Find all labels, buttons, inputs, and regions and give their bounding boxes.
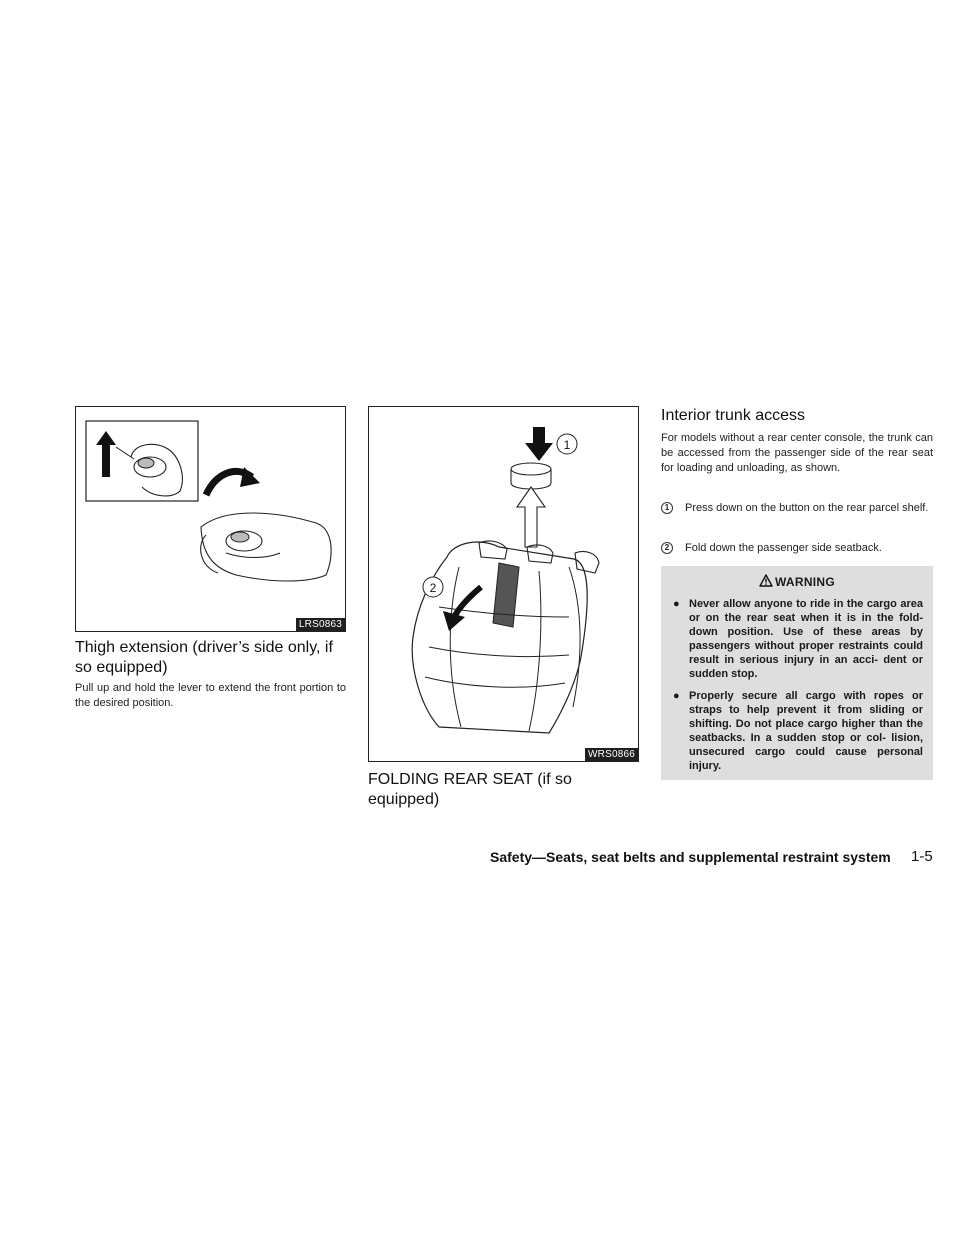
folding-rear-seat-heading: FOLDING REAR SEAT (if so equipped)	[368, 771, 572, 808]
figure-code: LRS0863	[296, 618, 345, 631]
interior-trunk-heading: Interior trunk access	[661, 407, 806, 424]
up-arrow-outline-icon	[517, 487, 545, 547]
warning-triangle-icon	[759, 574, 773, 587]
fold-arrow-icon	[443, 611, 465, 631]
step-text: Press down on the button on the rear parcel shelf.	[685, 502, 929, 514]
warning-title	[661, 574, 933, 589]
down-arrow-icon	[525, 427, 553, 461]
folding-rear-seat-figure	[368, 406, 639, 762]
warning-box	[661, 566, 933, 780]
warning-item-text: Never allow anyone to ride in the cargo area or on the rear seat when it is in the fold-down position. Use of these areas by passengers without proper restraints could result in serious injury in an acci- dent or sudden stop.	[689, 598, 923, 680]
step-number: 2	[661, 542, 673, 554]
rear-seat-illustration	[369, 407, 638, 761]
step-text: Fold down the passenger side seatback.	[685, 542, 882, 554]
thigh-extension-illustration	[76, 407, 345, 631]
thigh-extension-figure	[75, 406, 346, 632]
thigh-extension-heading: Thigh extension (driver’s side only, if so equipped)	[75, 639, 333, 676]
callout-1: 1	[563, 438, 571, 452]
interior-trunk-body: For models without a rear center console, the trunk can be accessed from the passenger side of the rear seat for loading and unloading, as shown.	[661, 432, 933, 474]
step-2	[661, 541, 933, 556]
warning-item	[673, 689, 923, 773]
footer-page-number: 1-5	[911, 848, 933, 865]
footer-section-title: Safety—Seats, seat belts and supplemental restraint system	[490, 849, 891, 865]
warning-item-text: Properly secure all cargo with ropes or straps to help prevent it from sliding or shifting. Do not place cargo higher than the seatbacks. In a sudden stop or col- lision, unsecured cargo could cause personal injury.	[689, 690, 923, 772]
warning-title-text: WARNING	[774, 575, 836, 589]
step-1	[661, 501, 933, 516]
thigh-extension-body: Pull up and hold the lever to extend the front portion to the desired position.	[75, 682, 346, 709]
figure-code: WRS0866	[585, 748, 638, 761]
bullet-icon: ●	[673, 598, 680, 610]
bullet-icon: ●	[673, 690, 680, 702]
warning-item	[673, 597, 923, 681]
arrow-up-icon	[96, 431, 116, 477]
callout-2: 2	[429, 581, 437, 595]
step-number: 1	[661, 502, 673, 514]
